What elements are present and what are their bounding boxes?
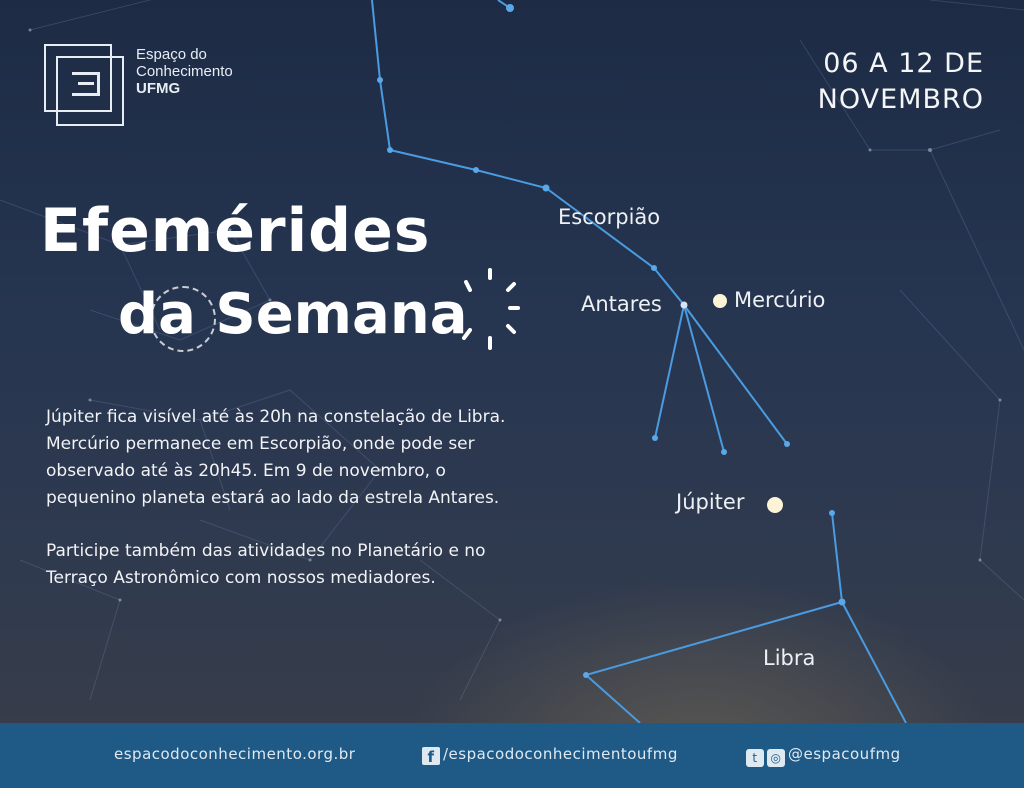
label-jupiter: Júpiter [676, 490, 745, 514]
description-paragraph-2: Participe também das atividades no Planetário e no Terraço Astronômico com nossos mediadores. [46, 541, 486, 588]
facebook-icon: f [422, 747, 440, 765]
logo-line-2: Conhecimento [136, 63, 233, 80]
jupiter-planet [767, 497, 783, 513]
antares-star [681, 302, 688, 309]
website-link[interactable]: espacodoconhecimento.org.br [114, 745, 356, 763]
logo-line-1: Espaço do [136, 46, 207, 63]
logo [44, 44, 244, 134]
mercury-planet [713, 294, 727, 308]
label-libra: Libra [763, 646, 816, 670]
facebook-link[interactable] [422, 745, 678, 765]
social-handle: @espacoufmg [788, 745, 901, 763]
twitter-icon: t [746, 749, 764, 767]
social-link[interactable] [746, 745, 901, 767]
label-escorpiao: Escorpião [558, 205, 661, 229]
description [46, 404, 506, 618]
facebook-handle: /espacodoconhecimentoufmg [443, 745, 678, 763]
scorpius-stars [377, 4, 790, 455]
libra-lines [586, 513, 906, 723]
logo-text [136, 46, 233, 97]
date-line-2: NOVEMBRO [817, 84, 984, 115]
description-paragraph-1: Júpiter fica visível até às 20h na constelação de Libra. Mercúrio permanece em Escorpião, onde pode ser observado até às 20h45. Em 9 de novembro, o pequenino planeta estará ao lado da estrela Antares. [46, 407, 506, 508]
label-mercurio: Mercúrio [734, 288, 826, 312]
footer-bar [0, 723, 1024, 788]
date-range [818, 46, 984, 118]
date-line-1: 06 A 12 DE [823, 48, 984, 79]
instagram-icon: ◎ [767, 749, 785, 767]
sun-rays-icon [464, 270, 518, 348]
label-antares: Antares [581, 292, 662, 316]
ufmg-logo-icon [72, 72, 100, 96]
logo-line-3: UFMG [136, 80, 181, 97]
title-line-1: Efemérides [40, 196, 431, 266]
title-line-2: da Semana [118, 282, 468, 347]
